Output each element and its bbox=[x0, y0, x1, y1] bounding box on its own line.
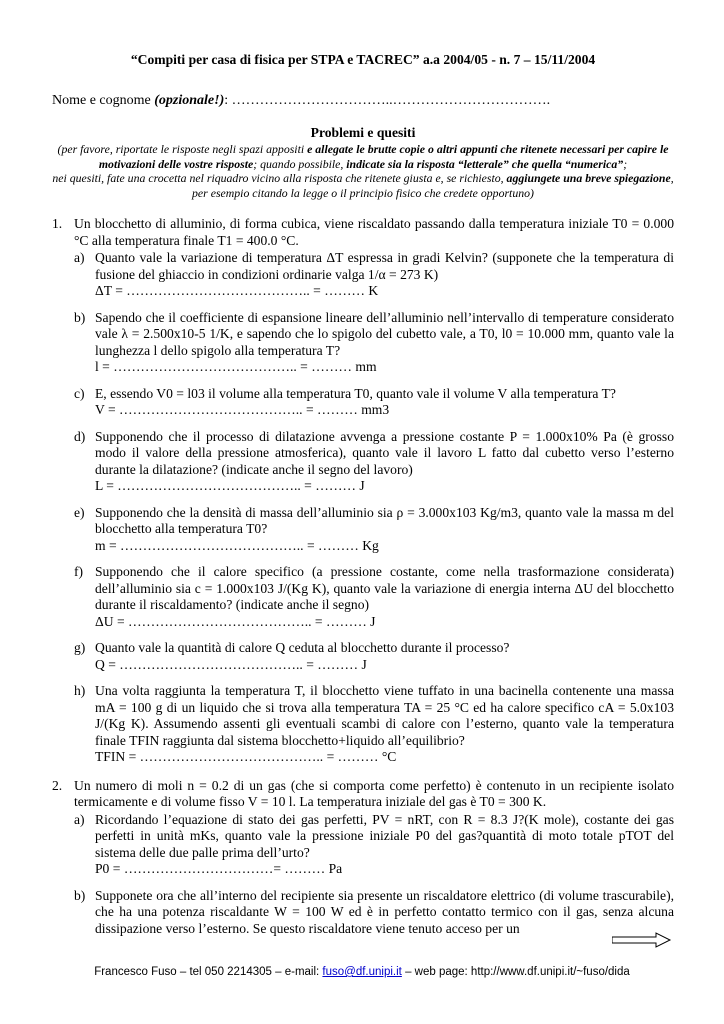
question-label: g) bbox=[74, 640, 86, 655]
question-label: h) bbox=[74, 683, 86, 698]
name-field-line bbox=[52, 93, 674, 109]
question-text: Ricordando l’equazione di stato dei gas perfetti, PV = nRT, con R = 8.3 J?(K mole), costante dei gas perfetti in unità mKs, quanto vale la pressione iniziale P0 del gas?quantità di moto totale pTOT del sistema delle due palle prima dell’urto? bbox=[95, 811, 674, 860]
question-label: b) bbox=[74, 887, 86, 903]
question-text: E, essendo V0 = l03 il volume alla temperatura T0, quanto vale il volume V alla temperatura T? bbox=[95, 385, 616, 401]
question-1f bbox=[74, 564, 674, 630]
question-1g bbox=[74, 640, 674, 673]
instr-text: (per favore, riportate le risposte negli spazi appositi bbox=[57, 142, 308, 156]
question-text: Quanto vale la variazione di temperatura ΔT espressa in gradi Kelvin? (supponete che la temperatura di fusione del ghiaccio in condizioni ordinarie valga 1/α = 273 K) bbox=[95, 250, 674, 282]
question-text: Supponete ora che all’interno del recipiente sia presente un riscaldatore elettrico (di volume trascurabile), che ha una potenza riscaldante W = 100 W ed è in perfetto contatto termico con il gas, senza alcuna dissipazione verso l’esterno. Se questo riscaldatore viene tenuto acceso per un bbox=[95, 887, 674, 936]
problem-1-text: Un blocchetto di alluminio, di forma cubica, viene riscaldato passando dalla temperatura iniziale T0 = 0.000 °C alla temperatura finale T1 = 400.0 °C. bbox=[74, 216, 674, 248]
instr-text: , per esempio citando la legge o il principio fisico che credete opportuno) bbox=[192, 171, 674, 200]
answer-line[interactable]: Q = ………………………………….. = ……… J bbox=[95, 656, 367, 672]
instr-text: nei quesiti, fate una crocetta nel riquadro vicino alla risposta che ritenete giusta e, se richiesto, bbox=[52, 171, 507, 185]
question-text: Supponendo che la densità di massa dell’alluminio sia ρ = 3.000x103 Kg/m3, quanto vale la massa m del blocchetto alla temperatura T0? bbox=[95, 504, 674, 536]
question-2b bbox=[74, 888, 674, 938]
answer-line[interactable]: ΔU = ………………………………….. = ……… J bbox=[95, 613, 376, 629]
problem-number: 2. bbox=[52, 777, 63, 793]
question-label: d) bbox=[74, 428, 86, 444]
name-optional-note: (opzionale!) bbox=[154, 93, 225, 108]
question-1a bbox=[74, 250, 674, 300]
document-title: “Compiti per casa di fisica per STPA e TACREC” a.a 2004/05 - n. 7 – 15/11/2004 bbox=[130, 52, 596, 67]
question-text: Supponendo che il processo di dilatazione avvenga a pressione costante P = 1.000x10% Pa (è grosso modo il valore della pressione atmosferica), quanto vale il lavoro L fatto dal cubetto verso l’esterno durante la dilatazione? (indicate anche il segno del lavoro) bbox=[95, 428, 674, 477]
problem-number: 1. bbox=[52, 216, 63, 231]
problem-2-text: Un numero di moli n = 0.2 di un gas (che si comporta come perfetto) è contenuto in un recipiente isolato termicamente e di volume fisso V = 10 l. La temperatura iniziale del gas è T0 = 300 K. bbox=[74, 777, 674, 809]
instr-text: ; bbox=[623, 156, 628, 171]
question-label: c) bbox=[74, 385, 85, 401]
footer-contact: Francesco Fuso – tel 050 2214305 – e-mail: bbox=[94, 966, 323, 978]
page-footer bbox=[0, 966, 724, 978]
answer-line[interactable]: P0 = ……………………………= ……… Pa bbox=[95, 861, 343, 876]
instructions bbox=[52, 142, 674, 200]
answer-line[interactable]: TFIN = ………………………………….. = ……… °C bbox=[95, 749, 397, 764]
question-text: Una volta raggiunta la temperatura T, il blocchetto viene tuffato in una bacinella contenente una massa mA = 100 g di un liquido che si trova alla temperatura TA = 25 °C ed ha calore specifico cA = 5.0x103 J/(Kg K). Assumendo assenti gli eventuali scambi di calore con l’esterno, quanto vale la temperatura finale TFIN raggiunta dal sistema blocchetto+liquido all’equilibrio? bbox=[95, 683, 674, 748]
instr-text: ; quando possibile, bbox=[253, 156, 347, 171]
question-text: Supponendo che il calore specifico (a pressione costante, come nella trasformazione considerata) dell’alluminio sia c = 1.000x103 J/(Kg K), quanto vale la variazione di energia interna ΔU del blocchetto durante il riscaldamento? (indicate anche il segno) bbox=[95, 564, 674, 612]
question-2a bbox=[74, 812, 674, 878]
question-label: a) bbox=[74, 811, 85, 827]
answer-line[interactable]: V = ………………………………….. = ……… mm3 bbox=[95, 402, 390, 417]
next-page-arrow-icon[interactable] bbox=[612, 932, 672, 948]
problem-1 bbox=[52, 216, 674, 766]
question-text: Quanto vale la quantità di calore Q ceduta al blocchetto durante il processo? bbox=[95, 640, 510, 655]
name-dots: : ……………………………..……………………………. bbox=[224, 93, 551, 108]
question-1b bbox=[74, 310, 674, 376]
question-1d bbox=[74, 429, 674, 495]
question-label: e) bbox=[74, 504, 85, 520]
question-label: b) bbox=[74, 309, 86, 325]
instr-bold: aggiungete una breve spiegazione bbox=[506, 171, 671, 185]
instr-bold: e allegate le brutte copie o altri appunti che ritenete necessari per capire le motivazioni delle vostre risposte bbox=[98, 142, 669, 171]
section-title: Problemi e quesiti bbox=[310, 125, 416, 140]
question-label: f) bbox=[74, 564, 84, 579]
document-page bbox=[52, 52, 674, 937]
question-text: Sapendo che il coefficiente di espansione lineare dell’alluminio nell’intervallo di temperature considerato vale λ = 2.500x10-5 1/K, e sapendo che lo spigolo del cubetto vale, a T0, l0 = 10.000 mm, quanto vale la lunghezza l dello spigolo alla temperatura T? bbox=[95, 309, 674, 358]
problem-2 bbox=[52, 778, 674, 938]
footer-email-link[interactable]: fuso@df.unipi.it bbox=[322, 966, 402, 978]
answer-line[interactable]: l = ………………………………….. = ……… mm bbox=[95, 359, 377, 374]
answer-line[interactable]: L = ………………………………….. = ……… J bbox=[95, 478, 365, 493]
instr-bold: indicate sia la risposta “letterale” che quella “numerica” bbox=[346, 156, 624, 171]
name-label: Nome e cognome bbox=[52, 93, 155, 108]
question-1c bbox=[74, 386, 674, 419]
answer-line[interactable]: m = ………………………………….. = ……… Kg bbox=[95, 537, 379, 553]
question-label: a) bbox=[74, 250, 85, 265]
answer-line[interactable]: ΔT = ………………………………….. = ……… K bbox=[95, 283, 379, 298]
question-1e bbox=[74, 505, 674, 555]
question-1h bbox=[74, 683, 674, 766]
footer-web: – web page: http://www.df.unipi.it/~fuso/dida bbox=[401, 966, 630, 978]
